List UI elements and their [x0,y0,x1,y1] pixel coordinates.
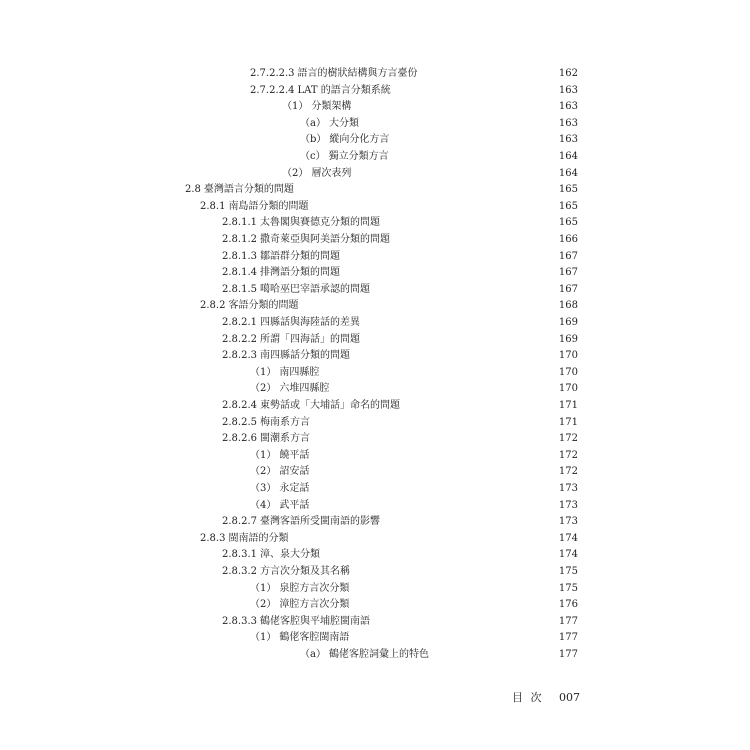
toc-entry [0,597,750,613]
toc-entry [0,232,750,248]
toc-entry [0,514,750,530]
toc-entry-title: 漳、泉大分類 [260,549,320,561]
toc-entry-number: 2.7.2.2.3 [250,68,295,79]
toc-entry-page: 174 [558,549,578,561]
toc-entry [0,315,750,331]
toc-entry-page: 169 [558,317,578,328]
footer-section-label: 目 次 [512,691,544,704]
toc-entry-page: 172 [558,449,578,461]
toc-entry-title: 縱向分化方言 [329,134,390,146]
toc-entry [0,547,750,563]
toc-entry-title: 大分類 [328,117,359,129]
page-footer [512,690,580,706]
toc-entry-title: 四縣話與海陸話的差異 [260,317,360,328]
toc-entry [0,282,750,298]
toc-entry-title: 南島語分類的問題 [228,200,309,212]
toc-entry-title: 臺灣語言分類的問題 [203,184,294,196]
toc-entry-page: 170 [558,366,578,378]
toc-entry-number: 2.8.2.3 [222,350,257,362]
toc-entry-page: 170 [558,383,578,395]
toc-entry [0,83,750,99]
toc-entry-number: 2.8.2.4 [222,400,257,411]
toc-entry-title: 排灣語分類的問題 [260,267,340,279]
toc-entry-number: 2.8.2.5 [222,416,257,428]
toc-entry-title: 閩南語的分類 [228,532,289,544]
toc-entry-number: （c） [300,151,326,162]
toc-entry-number: （b） [300,134,327,146]
toc-entry [0,415,750,431]
toc-entry-page: 167 [558,267,578,279]
toc-entry [0,182,750,198]
toc-entry-number: （2） [250,466,277,478]
toc-entry-number: 2.8.2.7 [222,516,257,528]
toc-entry-title: 撒奇萊亞與阿美語分類的問題 [260,234,390,245]
toc-entry-heading [282,166,351,182]
toc-entry-page: 171 [558,400,578,411]
toc-entry-title: 武平話 [279,499,310,511]
toc-entry [0,464,750,480]
toc-entry-number: （1） [250,366,277,378]
toc-entry-heading [250,365,319,381]
toc-entry-heading [222,348,350,364]
toc-entry-title: 永定話 [279,483,310,494]
toc-entry-page: 163 [558,134,578,146]
toc-entry-page: 176 [558,599,578,611]
toc-entry-title: 語言的樹狀結構與方言臺份 [297,68,418,79]
toc-entry-number: （a） [300,649,326,660]
toc-entry-heading [200,199,308,215]
toc-entry [0,581,750,597]
toc-entry [0,448,750,464]
toc-entry-title: 分類架構 [311,101,352,113]
toc-entry-heading [200,298,298,314]
toc-entry-title: 太魯閣與賽德克分類的問題 [260,217,380,229]
toc-entry [0,614,750,630]
toc-entry-title: 鶴佬客腔閩南語 [279,632,350,644]
toc-entry [0,630,750,646]
toc-entry-page: 165 [558,200,578,212]
toc-entry-page: 163 [558,101,578,113]
toc-entry [0,647,750,663]
toc-entry-number: 2.8.3.2 [222,566,257,577]
toc-entry-heading [222,232,390,248]
toc-entry-number: （3） [250,483,277,494]
toc-entry-heading [250,66,418,82]
toc-entry [0,66,750,82]
toc-entry-heading [300,132,389,148]
toc-entry-heading [250,464,309,480]
toc-entry-heading [250,481,309,497]
toc-entry-number: 2.8.1.4 [222,267,257,279]
toc-entry [0,215,750,231]
toc-entry-page: 173 [558,516,578,528]
toc-entry-title: LAT 的語言分類系統 [297,84,391,96]
toc-entry-number: 2.8.2.1 [222,317,257,328]
toc-entry-heading [185,182,294,198]
toc-entry-title: 鶴佬客腔與平埔腔閩南語 [260,615,370,627]
toc-entry-page: 165 [558,184,578,196]
toc-entry-page: 170 [558,350,578,362]
toc-entry [0,531,750,547]
toc-entry-number: （2） [250,599,277,611]
toc-entry-number: 2.8.1.2 [222,234,257,245]
toc-entry-title: 所謂「四海話」的問題 [260,333,360,345]
toc-entry-heading [250,381,329,397]
toc-entry [0,348,750,364]
toc-entry-title: 饒平話 [279,449,310,461]
toc-entry-page: 163 [558,117,578,129]
toc-entry [0,431,750,447]
toc-entry [0,365,750,381]
toc-entry-page: 164 [558,151,578,162]
toc-entry-number: 2.8.3.1 [222,549,257,561]
toc-entry-heading [222,265,340,281]
toc-entry-heading [250,83,391,99]
toc-entry-heading [222,315,360,331]
toc-entry-heading [250,630,349,646]
toc-entry-page: 177 [558,615,578,627]
toc-entry-page: 164 [558,167,578,179]
toc-entry [0,381,750,397]
toc-entry-title: 南四縣話分類的問題 [260,350,350,362]
toc-entry-number: （a） [300,117,326,129]
toc-entry-number: 2.8.1.5 [222,283,257,295]
toc-entry-page: 172 [558,466,578,478]
toc-entry-heading [300,149,389,165]
toc-entry-page: 167 [558,250,578,262]
toc-entry-title: 鶴佬客腔詞彙上的特色 [328,649,429,660]
toc-entry-heading [200,531,288,547]
toc-entry-number: 2.8.2.2 [222,333,257,345]
toc-entry [0,398,750,414]
toc-entry-title: 泉腔方言次分類 [279,582,350,594]
toc-entry [0,481,750,497]
toc-entry-title: 層次表列 [311,167,352,179]
toc-entry-title: 噶哈巫巴宰語承認的問題 [260,283,370,295]
toc-entry-page: 177 [558,649,578,660]
toc-entry [0,132,750,148]
toc-entry-title: 臺灣客語所受閩南語的影響 [260,516,380,528]
toc-entry-heading [222,249,340,265]
toc-entry-title: 鄒語群分類的問題 [260,250,340,262]
toc-entry [0,166,750,182]
toc-entry [0,99,750,115]
toc-entry-title: 六堆四縣腔 [279,383,330,395]
toc-entry-heading [300,116,359,132]
toc-entry-page: 174 [558,532,578,544]
toc-entry-heading [300,647,429,663]
toc-entry-page: 173 [558,499,578,511]
toc-entry-page: 173 [558,483,578,494]
toc-entry [0,564,750,580]
toc-entry [0,265,750,281]
toc-entry-heading [222,547,320,563]
toc-entry-heading [222,398,400,414]
toc-entry-title: 獨立分類方言 [328,151,389,162]
toc-entry [0,249,750,265]
toc-entry-title: 東勢話或「大埔話」命名的問題 [260,400,400,411]
toc-entry-number: （1） [250,632,277,644]
toc-entry-heading [282,99,351,115]
toc-entry-number: （2） [282,167,309,179]
toc-entry-page: 167 [558,283,578,295]
toc-entry-number: （2） [250,383,277,395]
toc-entry-number: 2.8.2.6 [222,433,257,445]
toc-entry-heading [222,431,310,447]
toc-entry-title: 方言次分類及其名稱 [260,566,350,577]
toc-entry-number: 2.8.2 [200,300,226,312]
toc-entry-title: 閩潮系方言 [260,433,310,445]
toc-entry-number: 2.8 [185,184,201,196]
toc-entry-title: 南四縣腔 [279,366,320,378]
toc-entry-heading [222,564,350,580]
toc-entry-title: 客語分類的問題 [228,300,299,312]
toc-entry-page: 175 [558,566,578,577]
toc-entry-number: 2.8.1 [200,200,226,212]
toc-entry-heading [250,581,349,597]
toc-entry-page: 177 [558,632,578,644]
toc-entry [0,298,750,314]
toc-entry-number: 2.8.1.1 [222,217,257,229]
toc-entry-number: 2.8.1.3 [222,250,257,262]
toc-entry-title: 漳腔方言次分類 [279,599,350,611]
toc-entry [0,149,750,165]
toc-entry-page: 162 [558,68,578,79]
toc-entry-page: 168 [558,300,578,312]
toc-entry-page: 166 [558,234,578,245]
toc-entry-heading [250,597,349,613]
toc-entry-title: 梅南系方言 [260,416,310,428]
toc-entry-number: （1） [250,449,277,461]
toc-entry-heading [222,215,380,231]
toc-entry-page: 172 [558,433,578,445]
toc-entry-number: 2.8.3.3 [222,615,257,627]
toc-entry-page: 171 [558,416,578,428]
toc-entry-heading [222,282,370,298]
toc-entry-page: 163 [558,84,578,96]
toc-entry-heading [222,514,380,530]
toc-entry-page: 169 [558,333,578,345]
toc-entry-page: 165 [558,217,578,229]
toc-entry-number: 2.8.3 [200,532,226,544]
toc-entry-heading [222,614,370,630]
toc-entry-title: 詔安話 [279,466,310,478]
toc-entry-page: 175 [558,582,578,594]
toc-entry-heading [250,448,309,464]
toc-entry-number: （4） [250,499,277,511]
toc-entry [0,498,750,514]
toc-entry-heading [222,415,310,431]
toc-entry-number: （1） [282,101,309,113]
footer-page-number: 007 [559,691,580,704]
toc-entry [0,199,750,215]
toc-entry-number: （1） [250,582,277,594]
toc-entry [0,332,750,348]
toc-entry-number: 2.7.2.2.4 [250,84,295,96]
toc-entry-heading [222,332,360,348]
toc-entry-heading [250,498,309,514]
toc-entry [0,116,750,132]
